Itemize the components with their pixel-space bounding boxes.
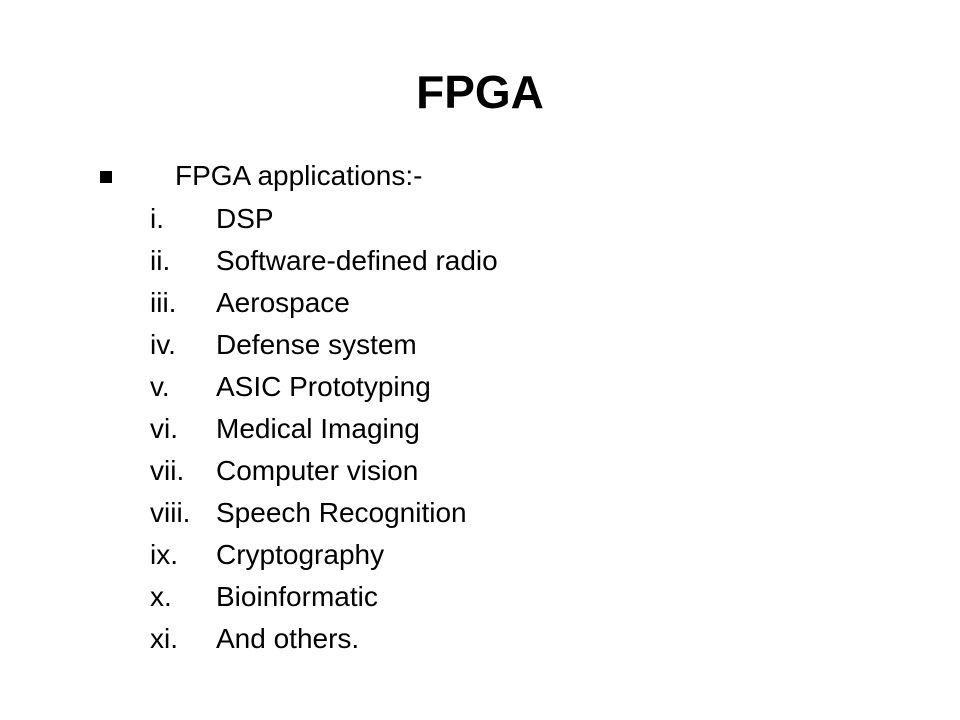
list-item-number: vi. [150,413,178,444]
list-item [150,453,870,495]
slide-title: FPGA [416,66,544,118]
list-item-number: vii. [150,455,185,486]
list-item-number: v. [150,371,170,402]
list-item-number: ix. [150,539,178,570]
list-item [150,537,870,579]
list-item-number: iii. [150,287,177,318]
list-item-label: Speech Recognition [216,497,467,528]
list-item-label: And others. [216,623,360,654]
list-item [150,495,870,537]
list-item-number: viii. [150,497,191,528]
list-item-label: Cryptography [216,539,385,570]
list-item [150,579,870,621]
list-item-label: Computer vision [216,455,419,486]
list-item-label: DSP [216,203,274,234]
list-item [150,621,870,663]
list-item-number: i. [150,203,164,234]
list-item-number: x. [150,581,172,612]
list-item-label: Medical Imaging [216,413,420,444]
list-item-label: Bioinformatic [216,581,378,612]
list-item-number: ii. [150,245,171,276]
bullet-heading [100,158,423,194]
applications-list [150,201,870,663]
list-item-label: Aerospace [216,287,350,318]
list-item [150,369,870,411]
list-item [150,327,870,369]
list-item-number: iv. [150,329,176,360]
list-item-label: Defense system [216,329,417,360]
list-item-label: ASIC Prototyping [216,371,431,402]
list-item [150,201,870,243]
list-item-label: Software-defined radio [216,245,498,276]
list-item [150,411,870,453]
square-bullet-icon [100,171,112,183]
list-item-number: xi. [150,623,178,654]
list-item [150,243,870,285]
list-item [150,285,870,327]
bullet-heading-text: FPGA applications:- [175,160,423,191]
